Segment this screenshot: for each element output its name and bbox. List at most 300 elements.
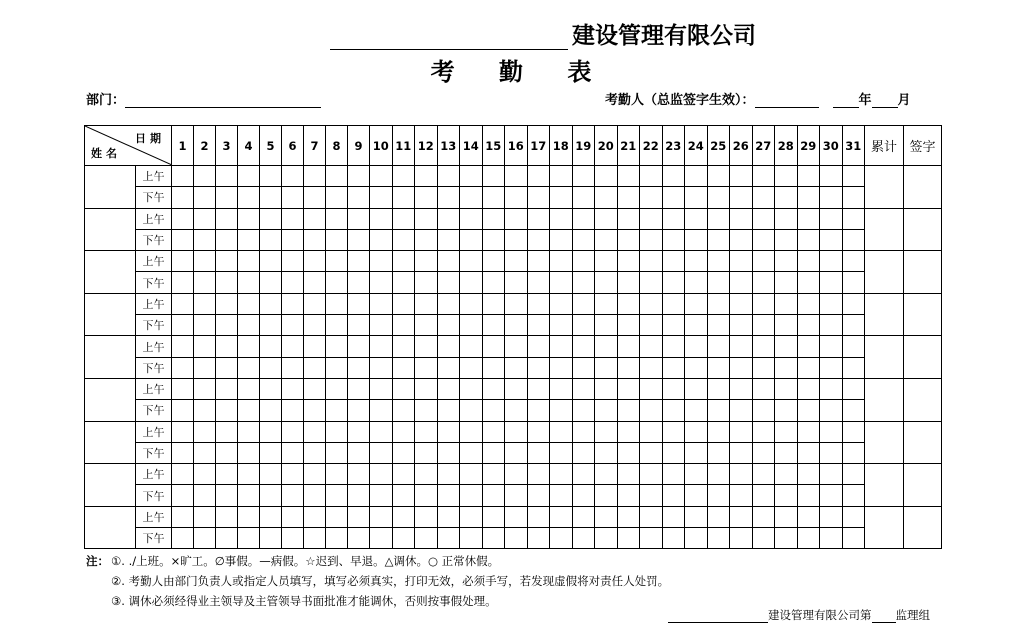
attendance-cell[interactable] [775, 166, 798, 187]
attendance-cell[interactable] [437, 293, 460, 314]
attendance-cell[interactable] [797, 208, 820, 229]
attendance-cell[interactable] [640, 229, 663, 250]
attendance-cell[interactable] [172, 528, 194, 549]
attendance-cell[interactable] [550, 378, 573, 399]
attendance-cell[interactable] [707, 166, 730, 187]
attendance-cell[interactable] [640, 251, 663, 272]
attendance-cell[interactable] [172, 336, 194, 357]
attendance-cell[interactable] [482, 187, 505, 208]
attendance-cell[interactable] [572, 528, 595, 549]
attendance-cell[interactable] [640, 293, 663, 314]
attendance-cell[interactable] [550, 464, 573, 485]
attendance-cell[interactable] [617, 166, 640, 187]
attendance-cell[interactable] [172, 315, 194, 336]
attendance-cell[interactable] [460, 315, 483, 336]
attendance-cell[interactable] [172, 464, 194, 485]
attendance-cell[interactable] [216, 336, 238, 357]
attendance-cell[interactable] [304, 166, 326, 187]
attendance-cell[interactable] [370, 442, 393, 463]
attendance-cell[interactable] [662, 378, 685, 399]
attendance-cell[interactable] [238, 293, 260, 314]
attendance-cell[interactable] [550, 442, 573, 463]
attendance-cell[interactable] [820, 208, 843, 229]
attendance-cell[interactable] [370, 208, 393, 229]
attendance-cell[interactable] [392, 208, 415, 229]
attendance-cell[interactable] [842, 485, 865, 506]
attendance-cell[interactable] [707, 378, 730, 399]
attendance-cell[interactable] [527, 336, 550, 357]
attendance-cell[interactable] [775, 272, 798, 293]
attendance-cell[interactable] [617, 378, 640, 399]
attendance-cell[interactable] [348, 315, 370, 336]
attendance-cell[interactable] [216, 166, 238, 187]
attendance-cell[interactable] [172, 357, 194, 378]
attendance-cell[interactable] [730, 421, 753, 442]
attendance-cell[interactable] [282, 187, 304, 208]
attendance-cell[interactable] [304, 528, 326, 549]
attendance-cell[interactable] [595, 421, 618, 442]
attendance-cell[interactable] [797, 315, 820, 336]
attendance-cell[interactable] [437, 357, 460, 378]
attendance-cell[interactable] [505, 464, 528, 485]
attendance-cell[interactable] [707, 336, 730, 357]
attendance-cell[interactable] [238, 506, 260, 527]
attendance-cell[interactable] [282, 464, 304, 485]
attendance-cell[interactable] [260, 378, 282, 399]
attendance-cell[interactable] [820, 421, 843, 442]
attendance-cell[interactable] [505, 378, 528, 399]
attendance-cell[interactable] [260, 464, 282, 485]
attendance-cell[interactable] [662, 464, 685, 485]
attendance-cell[interactable] [326, 187, 348, 208]
attendance-cell[interactable] [482, 293, 505, 314]
attendance-cell[interactable] [550, 251, 573, 272]
attendance-cell[interactable] [640, 528, 663, 549]
total-cell[interactable] [865, 506, 904, 549]
total-cell[interactable] [865, 336, 904, 379]
attendance-cell[interactable] [216, 208, 238, 229]
attendance-cell[interactable] [460, 357, 483, 378]
attendance-cell[interactable] [282, 400, 304, 421]
attendance-cell[interactable] [550, 293, 573, 314]
attendance-cell[interactable] [617, 272, 640, 293]
attendance-cell[interactable] [730, 208, 753, 229]
attendance-cell[interactable] [842, 400, 865, 421]
attendance-cell[interactable] [437, 464, 460, 485]
attendance-cell[interactable] [415, 528, 438, 549]
attendance-cell[interactable] [194, 251, 216, 272]
attendance-cell[interactable] [482, 421, 505, 442]
attendance-cell[interactable] [640, 315, 663, 336]
attendance-cell[interactable] [172, 293, 194, 314]
attendance-cell[interactable] [238, 187, 260, 208]
attendance-cell[interactable] [282, 251, 304, 272]
attendance-cell[interactable] [797, 400, 820, 421]
attendance-cell[interactable] [260, 272, 282, 293]
attendance-cell[interactable] [482, 357, 505, 378]
attendance-cell[interactable] [842, 421, 865, 442]
attendance-cell[interactable] [460, 166, 483, 187]
attendance-cell[interactable] [194, 464, 216, 485]
attendance-cell[interactable] [238, 272, 260, 293]
employee-name-cell[interactable] [85, 506, 136, 549]
attendance-cell[interactable] [304, 485, 326, 506]
attendance-cell[interactable] [527, 485, 550, 506]
attendance-cell[interactable] [820, 464, 843, 485]
attendance-cell[interactable] [797, 506, 820, 527]
attendance-cell[interactable] [260, 166, 282, 187]
attendance-cell[interactable] [572, 464, 595, 485]
attendance-cell[interactable] [238, 378, 260, 399]
attendance-cell[interactable] [797, 272, 820, 293]
attendance-cell[interactable] [617, 506, 640, 527]
attendance-cell[interactable] [820, 442, 843, 463]
attendance-cell[interactable] [527, 421, 550, 442]
attendance-cell[interactable] [194, 528, 216, 549]
attendance-cell[interactable] [640, 272, 663, 293]
attendance-cell[interactable] [842, 166, 865, 187]
attendance-cell[interactable] [572, 378, 595, 399]
attendance-cell[interactable] [662, 293, 685, 314]
attendance-cell[interactable] [260, 485, 282, 506]
attendance-cell[interactable] [172, 400, 194, 421]
attendance-cell[interactable] [437, 166, 460, 187]
attendance-cell[interactable] [595, 336, 618, 357]
attendance-cell[interactable] [662, 166, 685, 187]
attendance-cell[interactable] [752, 336, 775, 357]
attendance-cell[interactable] [482, 272, 505, 293]
attendance-cell[interactable] [617, 187, 640, 208]
attendance-cell[interactable] [617, 528, 640, 549]
attendance-cell[interactable] [172, 229, 194, 250]
attendance-cell[interactable] [527, 187, 550, 208]
attendance-cell[interactable] [820, 251, 843, 272]
attendance-cell[interactable] [172, 208, 194, 229]
attendance-cell[interactable] [730, 187, 753, 208]
attendance-cell[interactable] [820, 336, 843, 357]
attendance-cell[interactable] [194, 315, 216, 336]
attendance-cell[interactable] [617, 357, 640, 378]
attendance-cell[interactable] [730, 251, 753, 272]
attendance-cell[interactable] [260, 421, 282, 442]
attendance-cell[interactable] [707, 208, 730, 229]
attendance-cell[interactable] [370, 272, 393, 293]
attendance-cell[interactable] [550, 506, 573, 527]
attendance-cell[interactable] [172, 187, 194, 208]
attendance-cell[interactable] [662, 421, 685, 442]
attendance-cell[interactable] [752, 208, 775, 229]
attendance-cell[interactable] [595, 506, 618, 527]
attendance-cell[interactable] [752, 315, 775, 336]
attendance-cell[interactable] [505, 421, 528, 442]
attendance-cell[interactable] [348, 442, 370, 463]
attendance-cell[interactable] [194, 442, 216, 463]
attendance-cell[interactable] [662, 528, 685, 549]
attendance-cell[interactable] [326, 166, 348, 187]
attendance-cell[interactable] [820, 187, 843, 208]
attendance-cell[interactable] [572, 336, 595, 357]
attendance-cell[interactable] [216, 528, 238, 549]
attendance-cell[interactable] [752, 229, 775, 250]
attendance-cell[interactable] [842, 251, 865, 272]
attendance-cell[interactable] [595, 208, 618, 229]
attendance-cell[interactable] [775, 251, 798, 272]
attendance-cell[interactable] [260, 400, 282, 421]
attendance-cell[interactable] [820, 357, 843, 378]
attendance-cell[interactable] [752, 251, 775, 272]
total-cell[interactable] [865, 293, 904, 336]
employee-name-cell[interactable] [85, 378, 136, 421]
attendance-cell[interactable] [437, 485, 460, 506]
attendance-cell[interactable] [238, 357, 260, 378]
attendance-cell[interactable] [820, 528, 843, 549]
attendance-cell[interactable] [797, 293, 820, 314]
attendance-cell[interactable] [775, 421, 798, 442]
attendance-cell[interactable] [415, 378, 438, 399]
attendance-cell[interactable] [752, 166, 775, 187]
attendance-cell[interactable] [482, 485, 505, 506]
attendance-cell[interactable] [550, 229, 573, 250]
attendance-cell[interactable] [730, 357, 753, 378]
attendance-cell[interactable] [505, 251, 528, 272]
attendance-cell[interactable] [304, 400, 326, 421]
attendance-cell[interactable] [460, 336, 483, 357]
attendance-cell[interactable] [282, 506, 304, 527]
attendance-cell[interactable] [797, 166, 820, 187]
attendance-cell[interactable] [348, 400, 370, 421]
attendance-cell[interactable] [662, 485, 685, 506]
attendance-cell[interactable] [775, 464, 798, 485]
attendance-cell[interactable] [460, 506, 483, 527]
attendance-cell[interactable] [437, 506, 460, 527]
attendance-cell[interactable] [730, 400, 753, 421]
attendance-cell[interactable] [550, 336, 573, 357]
attendance-cell[interactable] [437, 251, 460, 272]
attendance-cell[interactable] [752, 464, 775, 485]
attendance-cell[interactable] [842, 208, 865, 229]
attendance-cell[interactable] [505, 166, 528, 187]
attendance-cell[interactable] [172, 442, 194, 463]
attendance-cell[interactable] [194, 421, 216, 442]
attendance-cell[interactable] [572, 442, 595, 463]
attendance-cell[interactable] [482, 400, 505, 421]
attendance-cell[interactable] [392, 464, 415, 485]
attendance-cell[interactable] [572, 208, 595, 229]
attendance-cell[interactable] [460, 187, 483, 208]
attendance-cell[interactable] [482, 506, 505, 527]
attendance-cell[interactable] [482, 315, 505, 336]
attendance-cell[interactable] [505, 485, 528, 506]
attendance-cell[interactable] [797, 421, 820, 442]
attendance-cell[interactable] [595, 251, 618, 272]
attendance-cell[interactable] [326, 315, 348, 336]
attendance-cell[interactable] [685, 357, 708, 378]
company-name-blank[interactable] [330, 23, 568, 50]
attendance-cell[interactable] [348, 166, 370, 187]
attendance-cell[interactable] [707, 485, 730, 506]
attendance-cell[interactable] [282, 272, 304, 293]
attendance-cell[interactable] [752, 442, 775, 463]
signature-cell[interactable] [904, 166, 942, 209]
attendance-cell[interactable] [775, 442, 798, 463]
attendance-cell[interactable] [752, 187, 775, 208]
attendance-cell[interactable] [662, 208, 685, 229]
attendance-cell[interactable] [797, 442, 820, 463]
attendance-cell[interactable] [662, 357, 685, 378]
attendance-cell[interactable] [595, 229, 618, 250]
attendance-cell[interactable] [527, 272, 550, 293]
attendance-cell[interactable] [505, 336, 528, 357]
attendance-cell[interactable] [527, 357, 550, 378]
attendance-cell[interactable] [304, 336, 326, 357]
attendance-cell[interactable] [595, 464, 618, 485]
signature-cell[interactable] [904, 464, 942, 507]
attendance-cell[interactable] [415, 421, 438, 442]
employee-name-cell[interactable] [85, 336, 136, 379]
attendance-cell[interactable] [820, 166, 843, 187]
attendance-cell[interactable] [730, 166, 753, 187]
attendance-cell[interactable] [348, 251, 370, 272]
attendance-cell[interactable] [505, 208, 528, 229]
attendance-cell[interactable] [662, 506, 685, 527]
attendance-cell[interactable] [238, 464, 260, 485]
attendance-cell[interactable] [550, 357, 573, 378]
attendance-cell[interactable] [370, 400, 393, 421]
attendance-cell[interactable] [527, 400, 550, 421]
attendance-cell[interactable] [172, 485, 194, 506]
attendance-cell[interactable] [216, 378, 238, 399]
attendance-cell[interactable] [482, 442, 505, 463]
attendance-cell[interactable] [392, 336, 415, 357]
attendance-cell[interactable] [775, 208, 798, 229]
attendance-cell[interactable] [730, 336, 753, 357]
attendance-cell[interactable] [392, 166, 415, 187]
attendance-cell[interactable] [194, 378, 216, 399]
attendance-cell[interactable] [482, 166, 505, 187]
attendance-cell[interactable] [617, 485, 640, 506]
attendance-cell[interactable] [505, 293, 528, 314]
attendance-cell[interactable] [392, 357, 415, 378]
attendance-cell[interactable] [482, 528, 505, 549]
attendance-cell[interactable] [572, 315, 595, 336]
attendance-cell[interactable] [707, 187, 730, 208]
attendance-cell[interactable] [752, 400, 775, 421]
attendance-cell[interactable] [572, 272, 595, 293]
attendance-cell[interactable] [707, 251, 730, 272]
attendance-cell[interactable] [797, 464, 820, 485]
attendance-cell[interactable] [437, 187, 460, 208]
employee-name-cell[interactable] [85, 208, 136, 251]
attendance-cell[interactable] [370, 251, 393, 272]
attendance-cell[interactable] [617, 400, 640, 421]
attendance-cell[interactable] [707, 528, 730, 549]
attendance-cell[interactable] [662, 272, 685, 293]
attendance-cell[interactable] [216, 272, 238, 293]
attendance-cell[interactable] [820, 378, 843, 399]
attendance-cell[interactable] [260, 229, 282, 250]
attendance-cell[interactable] [415, 442, 438, 463]
attendance-cell[interactable] [730, 272, 753, 293]
attendance-cell[interactable] [392, 229, 415, 250]
attendance-cell[interactable] [775, 506, 798, 527]
attendance-cell[interactable] [392, 251, 415, 272]
employee-name-cell[interactable] [85, 251, 136, 294]
attendance-cell[interactable] [392, 272, 415, 293]
attendance-cell[interactable] [304, 442, 326, 463]
attendance-cell[interactable] [348, 208, 370, 229]
attendance-cell[interactable] [194, 272, 216, 293]
attendance-cell[interactable] [194, 187, 216, 208]
attendance-cell[interactable] [572, 421, 595, 442]
attendance-cell[interactable] [640, 400, 663, 421]
attendance-cell[interactable] [842, 464, 865, 485]
employee-name-cell[interactable] [85, 464, 136, 507]
attendance-cell[interactable] [370, 187, 393, 208]
attendance-cell[interactable] [415, 400, 438, 421]
attendance-cell[interactable] [685, 166, 708, 187]
attendance-cell[interactable] [640, 378, 663, 399]
attendance-cell[interactable] [460, 485, 483, 506]
attendance-cell[interactable] [326, 229, 348, 250]
attendance-cell[interactable] [392, 528, 415, 549]
attendance-cell[interactable] [370, 421, 393, 442]
attendance-cell[interactable] [348, 293, 370, 314]
attendance-cell[interactable] [527, 315, 550, 336]
attendance-cell[interactable] [370, 357, 393, 378]
attendance-cell[interactable] [304, 506, 326, 527]
attendance-cell[interactable] [685, 315, 708, 336]
attendance-cell[interactable] [238, 166, 260, 187]
month-field[interactable] [872, 93, 898, 108]
attendance-cell[interactable] [707, 506, 730, 527]
attendance-cell[interactable] [505, 272, 528, 293]
attendance-cell[interactable] [216, 421, 238, 442]
attendance-cell[interactable] [415, 336, 438, 357]
attendance-cell[interactable] [640, 166, 663, 187]
attendance-cell[interactable] [617, 421, 640, 442]
attendance-cell[interactable] [348, 272, 370, 293]
attendance-cell[interactable] [172, 378, 194, 399]
attendance-cell[interactable] [662, 442, 685, 463]
attendance-cell[interactable] [707, 357, 730, 378]
attendance-cell[interactable] [482, 208, 505, 229]
attendance-cell[interactable] [194, 229, 216, 250]
attendance-cell[interactable] [595, 272, 618, 293]
attendance-cell[interactable] [685, 442, 708, 463]
attendance-cell[interactable] [640, 421, 663, 442]
attendance-cell[interactable] [460, 421, 483, 442]
attendance-cell[interactable] [707, 293, 730, 314]
attendance-cell[interactable] [326, 464, 348, 485]
attendance-cell[interactable] [260, 315, 282, 336]
attendance-cell[interactable] [842, 187, 865, 208]
attendance-cell[interactable] [326, 400, 348, 421]
attendance-cell[interactable] [550, 187, 573, 208]
attendance-cell[interactable] [282, 166, 304, 187]
attendance-cell[interactable] [842, 293, 865, 314]
attendance-cell[interactable] [216, 485, 238, 506]
attendance-cell[interactable] [326, 442, 348, 463]
attendance-cell[interactable] [370, 336, 393, 357]
attendance-cell[interactable] [775, 315, 798, 336]
attendance-cell[interactable] [797, 378, 820, 399]
attendance-cell[interactable] [304, 293, 326, 314]
attendance-cell[interactable] [326, 357, 348, 378]
attendance-cell[interactable] [282, 336, 304, 357]
total-cell[interactable] [865, 208, 904, 251]
employee-name-cell[interactable] [85, 421, 136, 464]
attendance-cell[interactable] [527, 442, 550, 463]
